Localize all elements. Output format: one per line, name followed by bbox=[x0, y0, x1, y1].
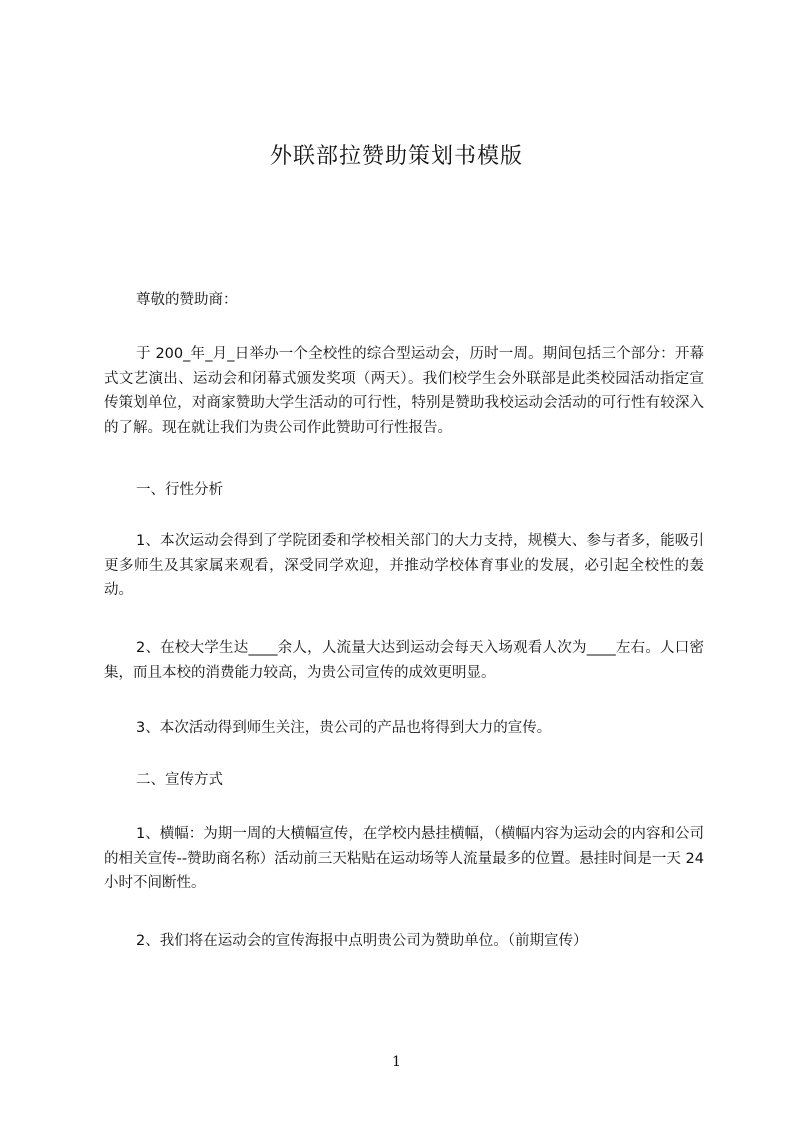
salutation: 尊敬的赞助商： bbox=[136, 292, 238, 308]
intro-paragraph: 于 200_年_月_日举办一个全校性的综合型运动会，历时一周。期间包括三个部分：开幕式文艺演出、运动会和闭幕式颁发奖项（两天）。我们校学生会外联部是此类校园活动指定宣传策划单位，对商家赞助大学生活动的可行性，特别是赞助我校运动会活动的可行性有较深入的了解。现在就让我们为贵公司作此赞助可行性报告。 bbox=[104, 346, 704, 436]
section-heading-publicity: 二、宣传方式 bbox=[136, 772, 223, 788]
document-title: 外联部拉赞助策划书模版 bbox=[269, 144, 523, 169]
publicity-item-1: 1、横幅：为期一周的大横幅宣传，在学校内悬挂横幅，（横幅内容为运动会的内容和公司的相关宣传--赞助商名称）活动前三天粘贴在运动场等人流量最多的位置。悬挂时间是一天 24 小时不间断性。 bbox=[104, 826, 704, 891]
publicity-item-2: 2、我们将在运动会的宣传海报中点明贵公司为赞助单位。（前期宣传） bbox=[136, 933, 588, 949]
feasibility-item-2: 2、在校大学生达____余人，人流量大达到运动会每天入场观看人次为____左右。人口密集，而且本校的消费能力较高，为贵公司宣传的成效更明显。 bbox=[104, 640, 704, 681]
page-number: 1 bbox=[392, 1054, 401, 1070]
feasibility-item-3: 3、本次活动得到师生关注，贵公司的产品也将得到大力的宣传。 bbox=[136, 720, 552, 736]
feasibility-item-1: 1、本次运动会得到了学院团委和学校相关部门的大力支持，规模大、参与者多，能吸引更多师生及其家属来观看，深受同学欢迎，并推动学校体育事业的发展，必引起全校性的轰动。 bbox=[104, 533, 704, 598]
section-heading-feasibility: 一、行性分析 bbox=[136, 482, 223, 498]
